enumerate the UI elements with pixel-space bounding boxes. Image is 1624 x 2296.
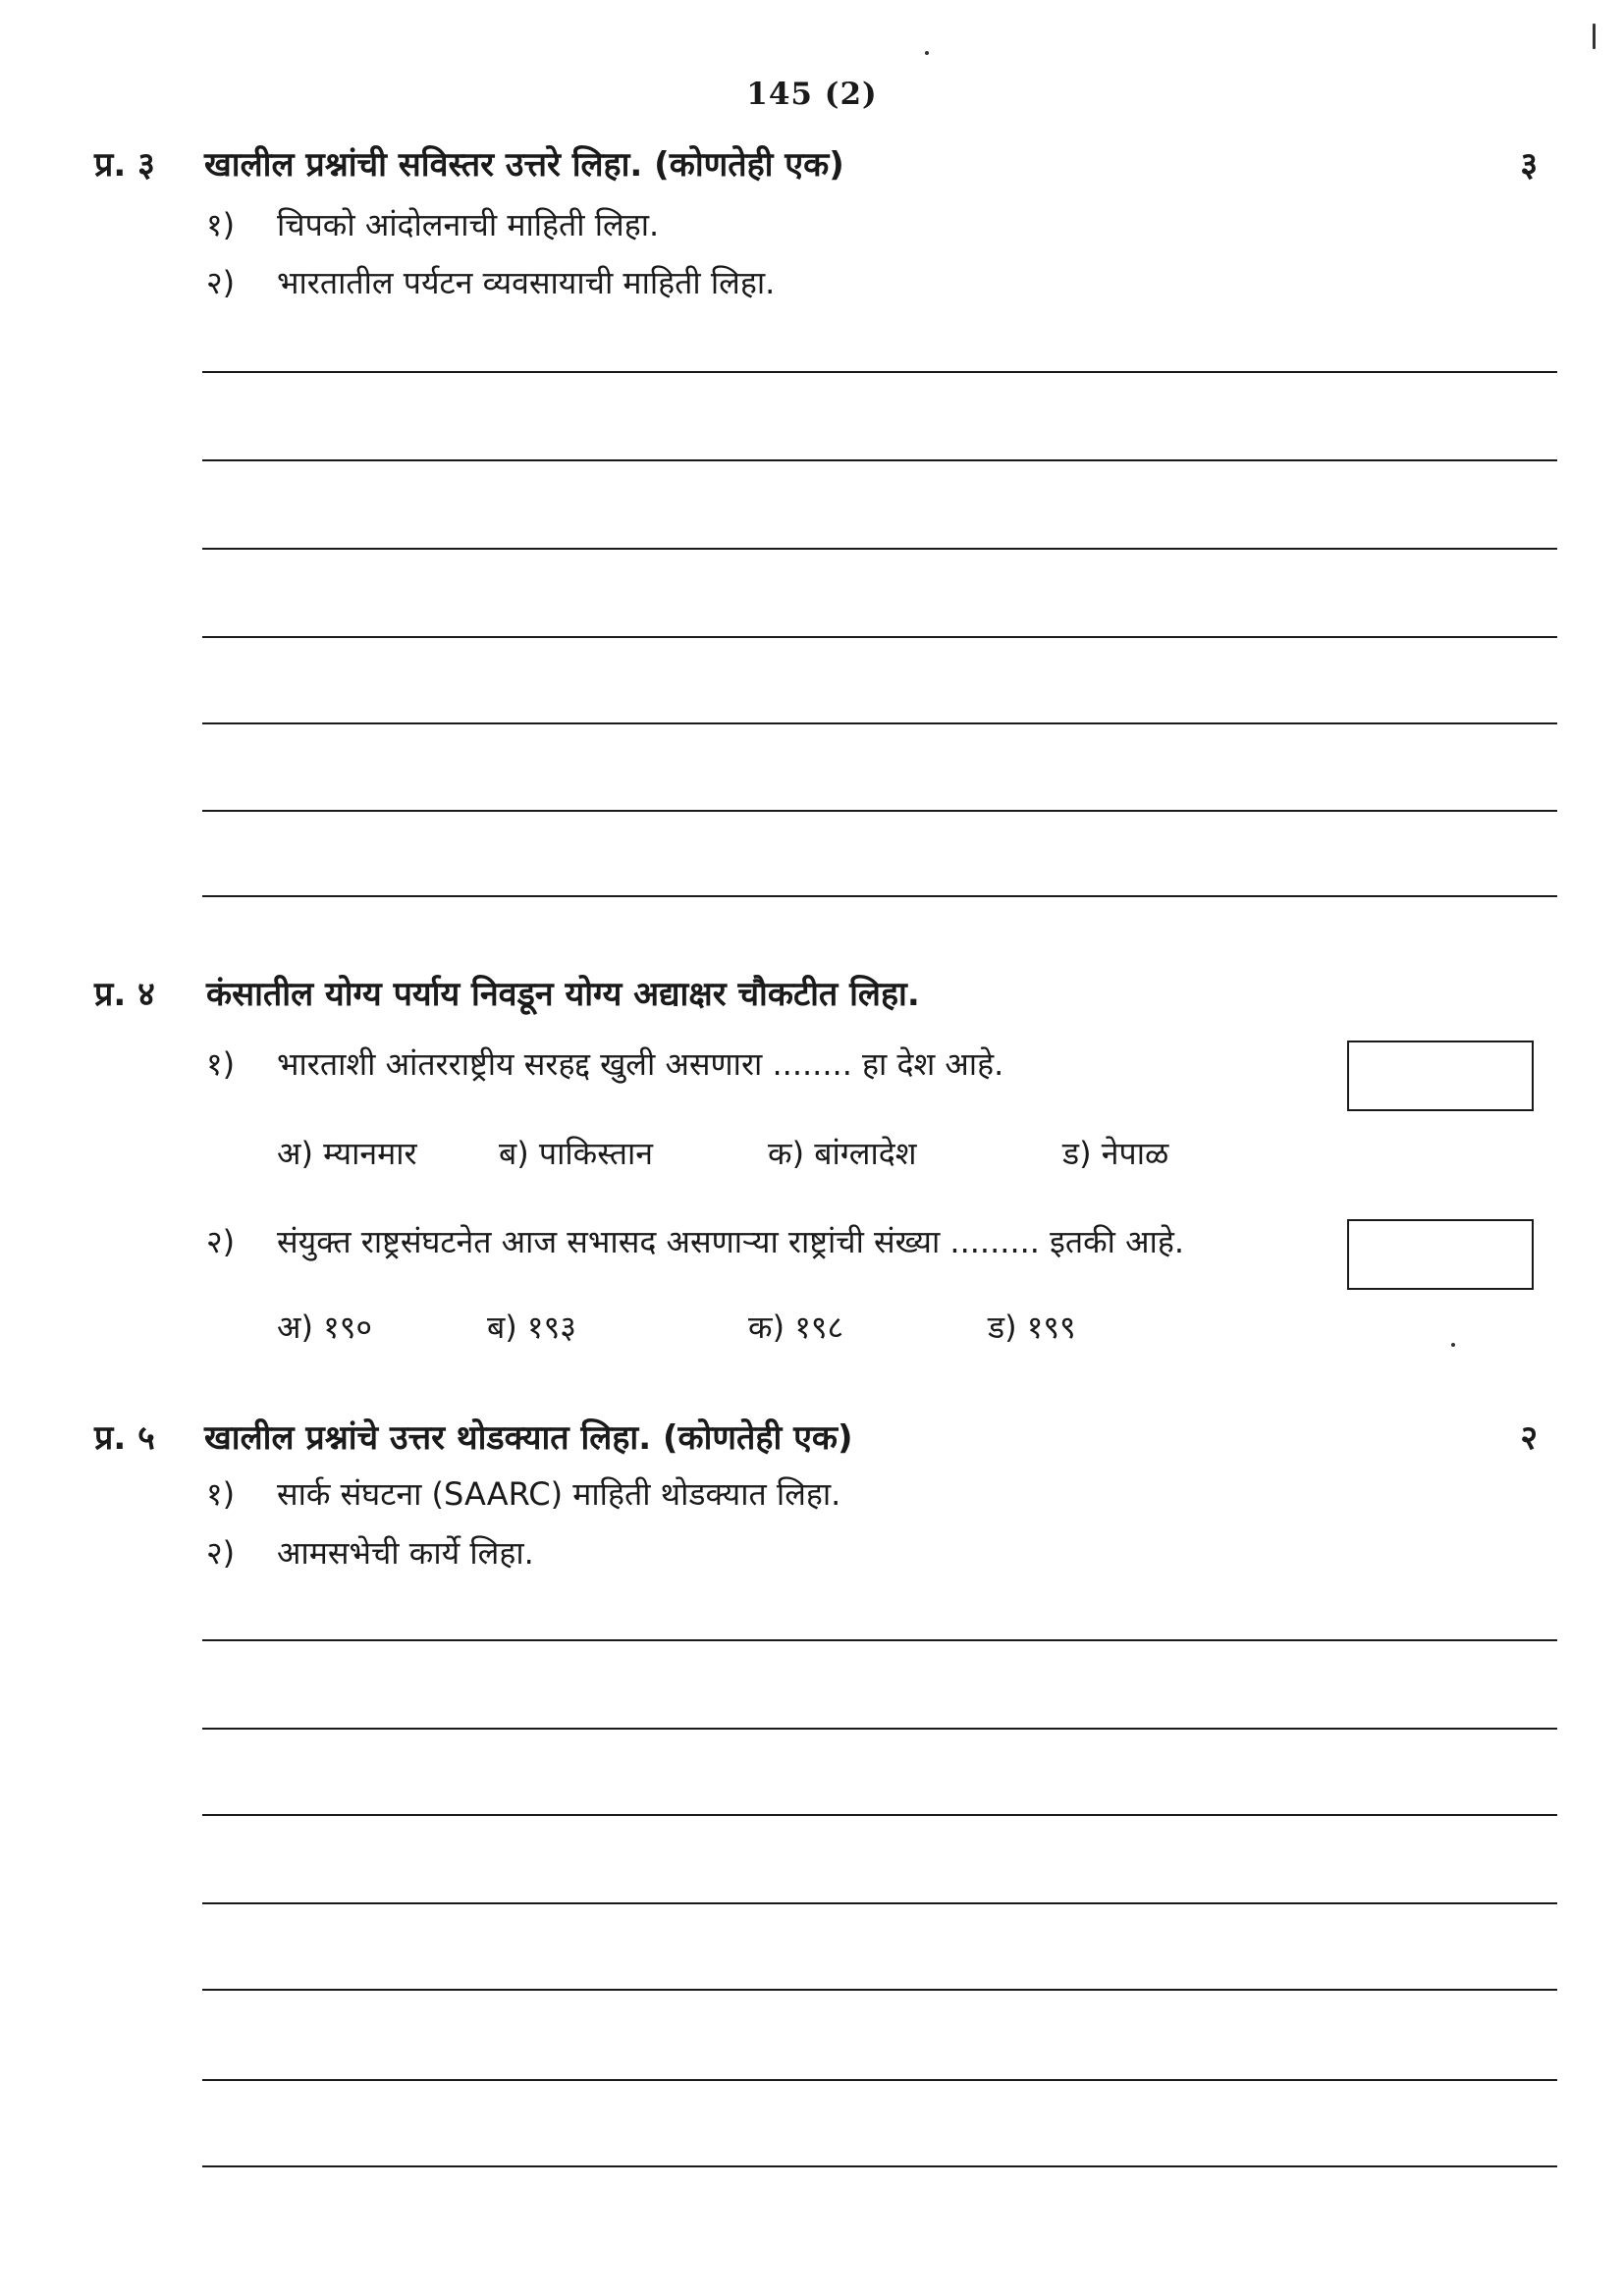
item-number: १) xyxy=(206,1045,236,1083)
question-5-marks: २ xyxy=(1520,1418,1538,1458)
answer-line[interactable] xyxy=(202,636,1557,638)
item-text: सार्क संघटना (SAARC) माहिती थोडक्यात लिहा. xyxy=(277,1475,841,1513)
question-5-item-2 xyxy=(206,1531,534,1574)
question-3-item-2 xyxy=(206,261,775,303)
question-4-item-2-options xyxy=(277,1306,1259,1353)
answer-box-2[interactable] xyxy=(1347,1219,1534,1290)
option-c[interactable]: क) बांग्लादेश xyxy=(768,1135,917,1172)
question-4-item-2 xyxy=(206,1220,1184,1262)
option-d[interactable]: ड) १९९ xyxy=(988,1308,1076,1346)
item-number: २) xyxy=(206,1534,236,1572)
option-c[interactable]: क) १९८ xyxy=(748,1308,844,1346)
item-number: १) xyxy=(206,1475,236,1513)
item-number: १) xyxy=(206,206,236,243)
answer-line[interactable] xyxy=(202,1814,1557,1816)
option-b[interactable]: ब) १९३ xyxy=(487,1308,576,1346)
scan-speck xyxy=(925,51,929,55)
scan-speck xyxy=(1593,24,1596,49)
item-text: चिपको आंदोलनाची माहिती लिहा. xyxy=(277,206,660,243)
item-text: आमसभेची कार्ये लिहा. xyxy=(277,1534,534,1572)
option-a[interactable]: अ) म्यानमार xyxy=(277,1135,417,1172)
scan-speck xyxy=(1451,1343,1455,1347)
item-number: २) xyxy=(206,264,236,301)
question-3-number: प्र. ३ xyxy=(94,145,155,185)
option-d[interactable]: ड) नेपाळ xyxy=(1062,1135,1169,1172)
answer-line[interactable] xyxy=(202,548,1557,550)
answer-line[interactable] xyxy=(202,1728,1557,1730)
question-4-header xyxy=(94,970,1538,1019)
question-5-instruction: खालील प्रश्नांचे उत्तर थोडक्यात लिहा. (कोणतेही एक) xyxy=(204,1418,853,1458)
item-text: भारताशी आंतरराष्ट्रीय सरहद्द खुली असणारा ........ हा देश आहे. xyxy=(277,1045,1004,1083)
question-3-header xyxy=(94,140,1538,189)
item-text: संयुक्त राष्ट्रसंघटनेत आज सभासद असणाऱ्या राष्ट्रांची संख्या ......... इतकी आहे. xyxy=(277,1223,1184,1260)
question-3-instruction: खालील प्रश्नांची सविस्तर उत्तरे लिहा. (कोणतेही एक) xyxy=(204,145,844,185)
question-4-item-1-options xyxy=(277,1132,1259,1179)
option-b[interactable]: ब) पाकिस्तान xyxy=(499,1135,653,1172)
question-4-number: प्र. ४ xyxy=(94,975,155,1014)
question-4-instruction: कंसातील योग्य पर्याय निवडून योग्य अद्याक्षर चौकटीत लिहा. xyxy=(206,975,920,1014)
question-5-number: प्र. ५ xyxy=(94,1418,155,1458)
question-5-header xyxy=(94,1414,1538,1463)
item-text: भारतातील पर्यटन व्यवसायाची माहिती लिहा. xyxy=(277,264,776,301)
answer-line[interactable] xyxy=(202,895,1557,897)
answer-line[interactable] xyxy=(202,1639,1557,1641)
question-3-marks: ३ xyxy=(1520,145,1538,185)
answer-line[interactable] xyxy=(202,459,1557,461)
question-5-item-1 xyxy=(206,1472,840,1515)
answer-line[interactable] xyxy=(202,371,1557,373)
answer-line[interactable] xyxy=(202,2079,1557,2081)
item-number: २) xyxy=(206,1223,236,1260)
answer-line[interactable] xyxy=(202,810,1557,812)
option-a[interactable]: अ) १९० xyxy=(277,1308,373,1346)
answer-line[interactable] xyxy=(202,1989,1557,1991)
page-number: 145 (2) xyxy=(746,77,878,112)
answer-line[interactable] xyxy=(202,1902,1557,1904)
question-3-item-1 xyxy=(206,203,659,245)
question-4-item-1 xyxy=(206,1042,1003,1085)
answer-line[interactable] xyxy=(202,722,1557,724)
answer-line[interactable] xyxy=(202,2165,1557,2167)
answer-box-1[interactable] xyxy=(1347,1041,1534,1111)
